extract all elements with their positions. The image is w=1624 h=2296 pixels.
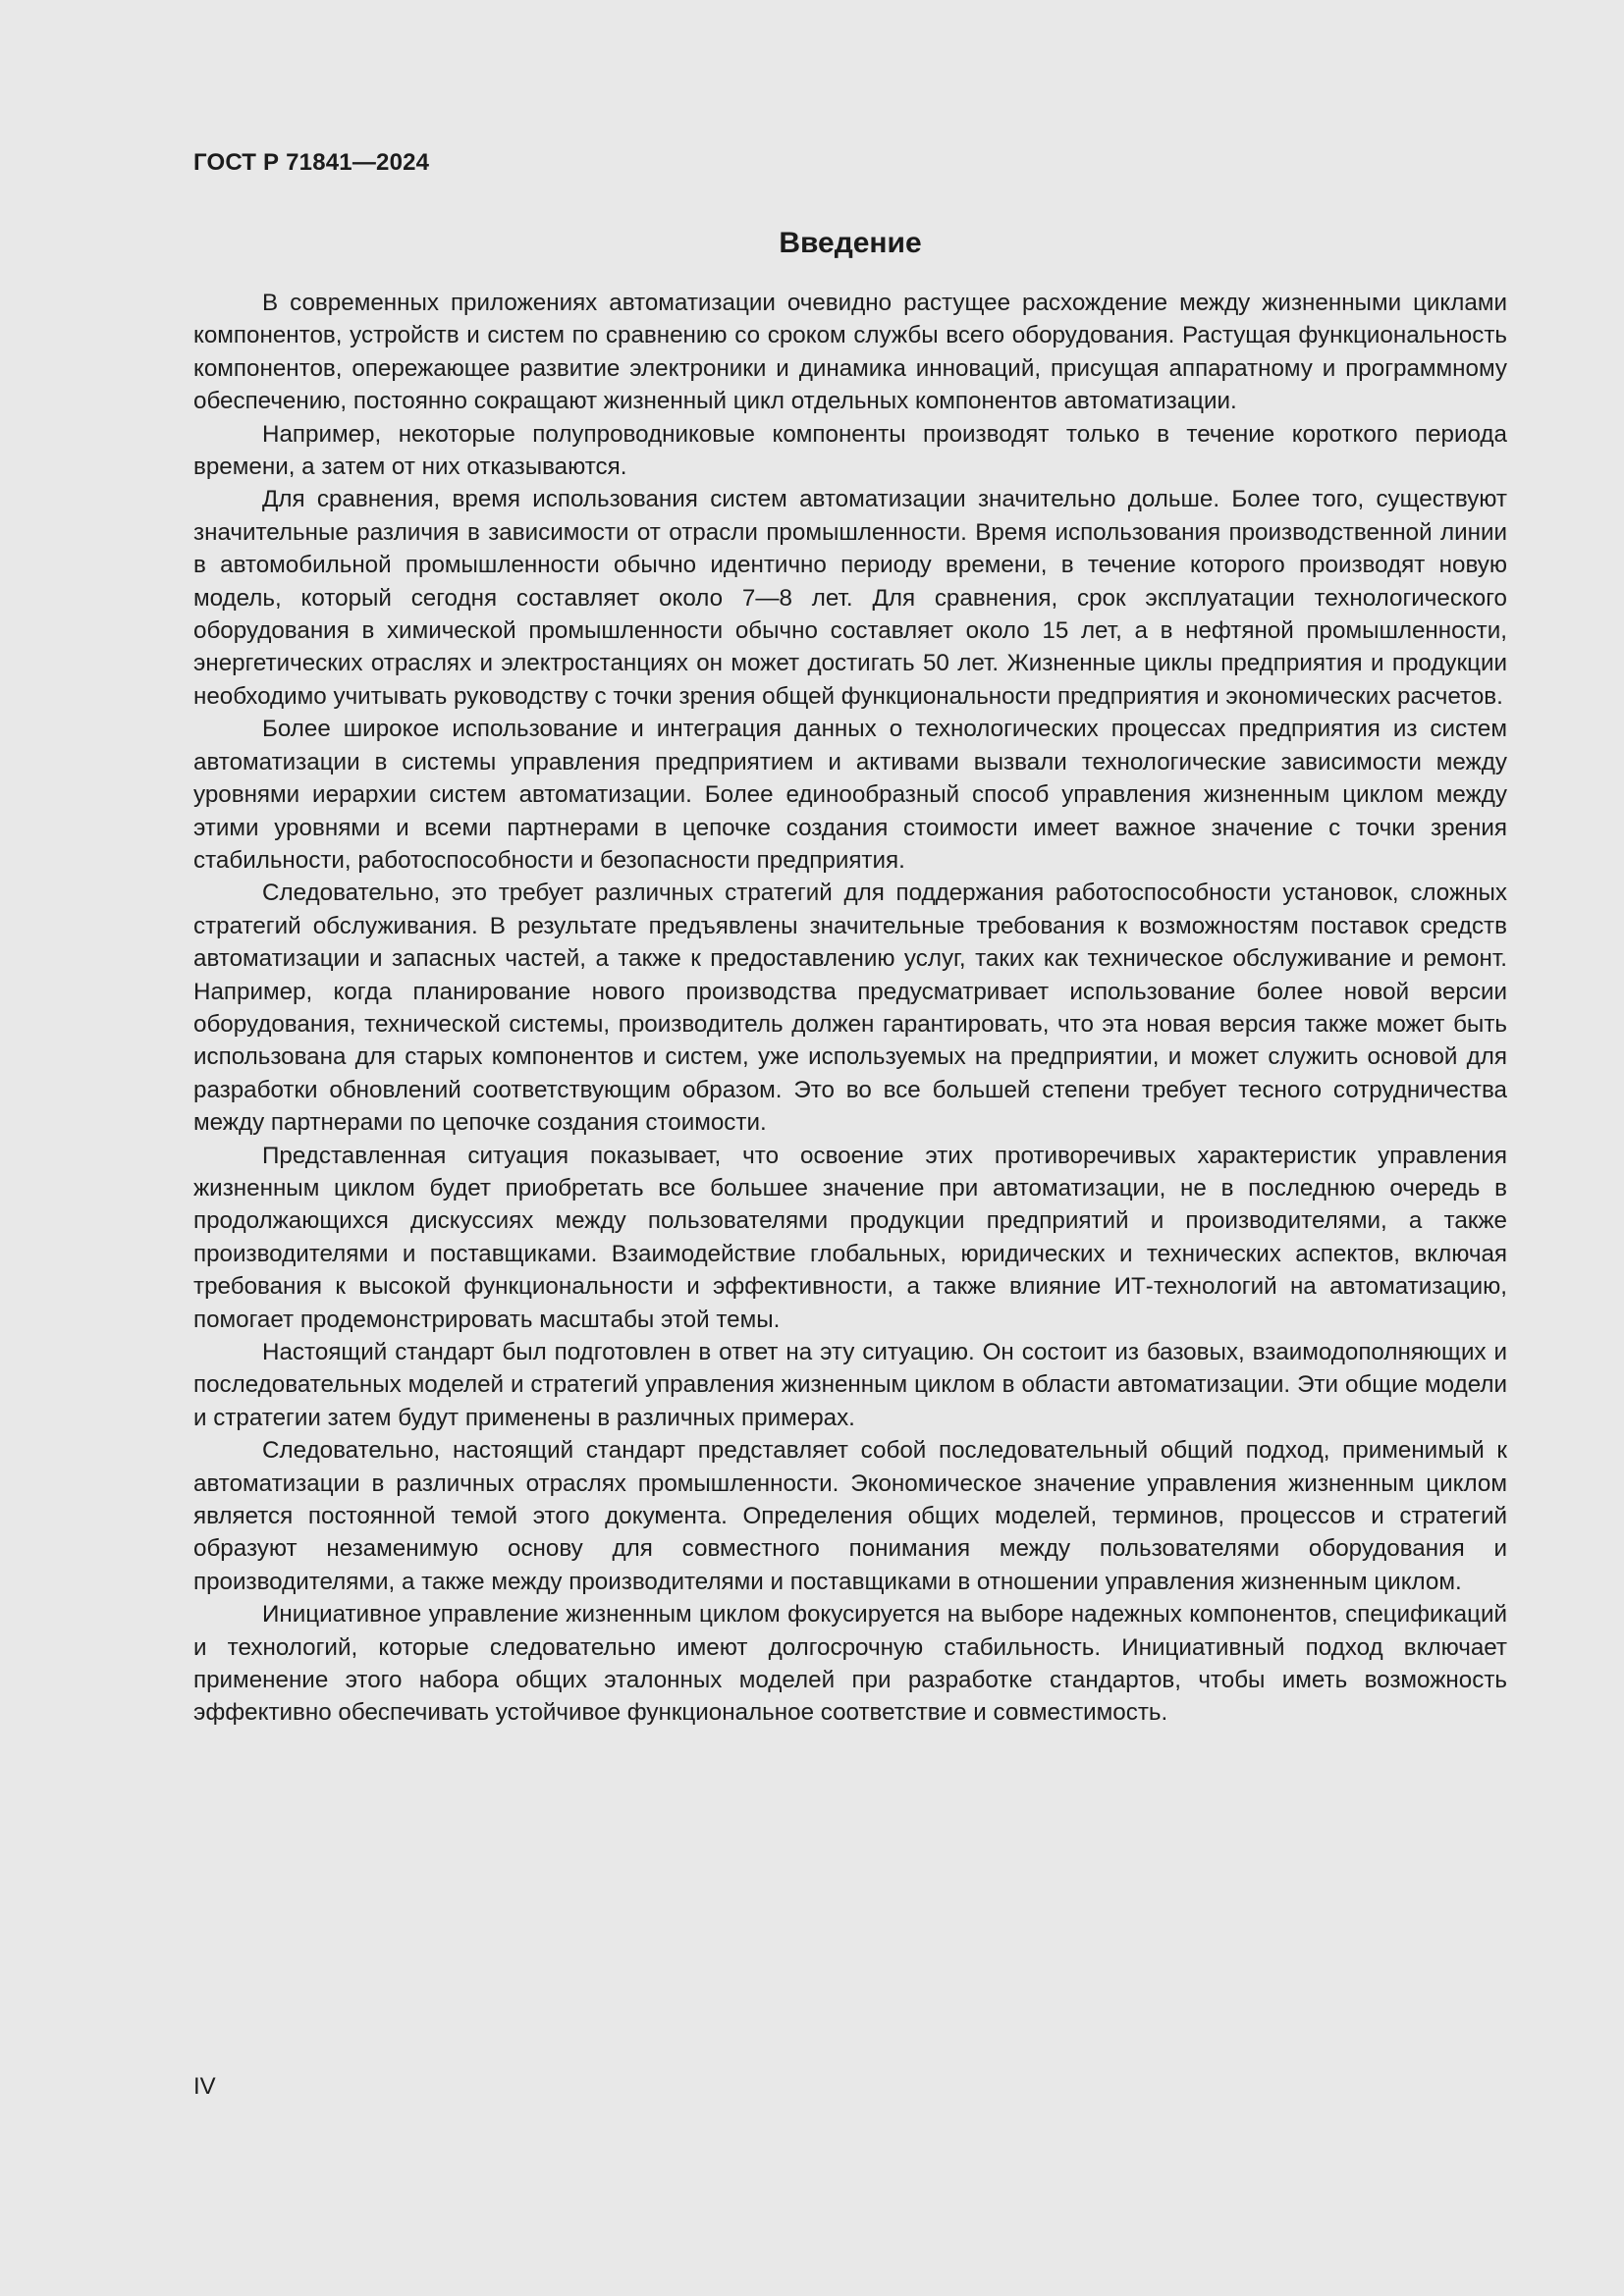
paragraph: Следовательно, это требует различных стратегий для поддержания работоспособности установок, сложных стратегий обслуживания. В результате предъявлены значительные требования к возможностям поставок средств автоматизации и запасных частей, а также к предоставлению услуг, таких как техническое обслуживание и ремонт. Например, когда планирование нового производства предусматривает использование более новой версии оборудования, технической системы, производитель должен гарантировать, что эта новая версия также может быть использована для старых компонентов и систем, уже используемых на предприятии, и может служить основой для разработки обновлений соответствующим образом. Это во все большей степени требует тесного сотрудничества между партнерами по цепочке создания стоимости. [193, 880, 1507, 1137]
paragraph: Настоящий стандарт был подготовлен в ответ на эту ситуацию. Он состоит из базовых, взаимодополняющих и последовательных моделей и стратегий управления жизненным циклом в области автоматизации. Эти общие модели и стратегии затем будут применены в различных примерах. [193, 1339, 1507, 1431]
paragraph: Например, некоторые полупроводниковые компоненты производят только в течение короткого периода времени, а затем от них отказываются. [193, 420, 1507, 481]
paragraph: Представленная ситуация показывает, что освоение этих противоречивых характеристик управления жизненным циклом будет приобретать все большее значение при автоматизации, не в последнюю очередь в продолжающихся дискуссиях между пользователями продукции предприятий и производителями, а также производителями и поставщиками. Взаимодействие глобальных, юридических и технических аспектов, включая требования к высокой функциональности и эффективности, а также влияние ИТ-технологий на автоматизацию, помогает продемонстрировать масштабы этой темы. [193, 1142, 1507, 1333]
section-title: Введение [779, 227, 922, 259]
document-standard-id: ГОСТ Р 71841—2024 [193, 149, 430, 176]
introduction-body [193, 287, 1507, 1730]
paragraph: Следовательно, настоящий стандарт представляет собой последовательный общий подход, применимый к автоматизации в различных отраслях промышленности. Экономическое значение управления жизненным циклом является постоянной темой этого документа. Определения общих моделей, терминов, процессов и стратегий образуют незаменимую основу для совместного понимания между пользователями оборудования и производителями, а также между производителями и поставщиками в отношении управления жизненным циклом. [193, 1437, 1507, 1595]
paragraph: В современных приложениях автоматизации очевидно растущее расхождение между жизненными циклами компонентов, устройств и систем по сравнению со сроком службы всего оборудования. Растущая функциональность компонентов, опережающее развитие электроники и динамика инноваций, присущая аппаратному и программному обеспечению, постоянно сокращают жизненный цикл отдельных компонентов автоматизации. [193, 290, 1507, 415]
paragraph: Инициативное управление жизненным циклом фокусируется на выборе надежных компонентов, спецификаций и технологий, которые следовательно имеют долгосрочную стабильность. Инициативный подход включает применение этого набора общих эталонных моделей при разработке стандартов, чтобы иметь возможность эффективно обеспечивать устойчивое функциональное соответствие и совместимость. [193, 1601, 1507, 1727]
page-number: IV [193, 2073, 216, 2100]
paragraph: Более широкое использование и интеграция данных о технологических процессах предприятия из систем автоматизации в системы управления предприятием и активами вызвали технологические зависимости между уровнями иерархии систем автоматизации. Более единообразный способ управления жизненным циклом между этими уровнями и всеми партнерами в цепочке создания стоимости имеет важное значение с точки зрения стабильности, работоспособности и безопасности предприятия. [193, 716, 1507, 874]
paragraph: Для сравнения, время использования систем автоматизации значительно дольше. Более того, существуют значительные различия в зависимости от отрасли промышленности. Время использования производственной линии в автомобильной промышленности обычно идентично периоду времени, в течение которого производят новую модель, который сегодня составляет около 7—8 лет. Для сравнения, срок эксплуатации технологического оборудования в химической промышленности обычно составляет около 15 лет, а в нефтяной промышленности, энергетических отраслях и электростанциях он может достигать 50 лет. Жизненные циклы предприятия и продукции необходимо учитывать руководству с точки зрения общей функциональности предприятия и экономических расчетов. [193, 486, 1507, 710]
